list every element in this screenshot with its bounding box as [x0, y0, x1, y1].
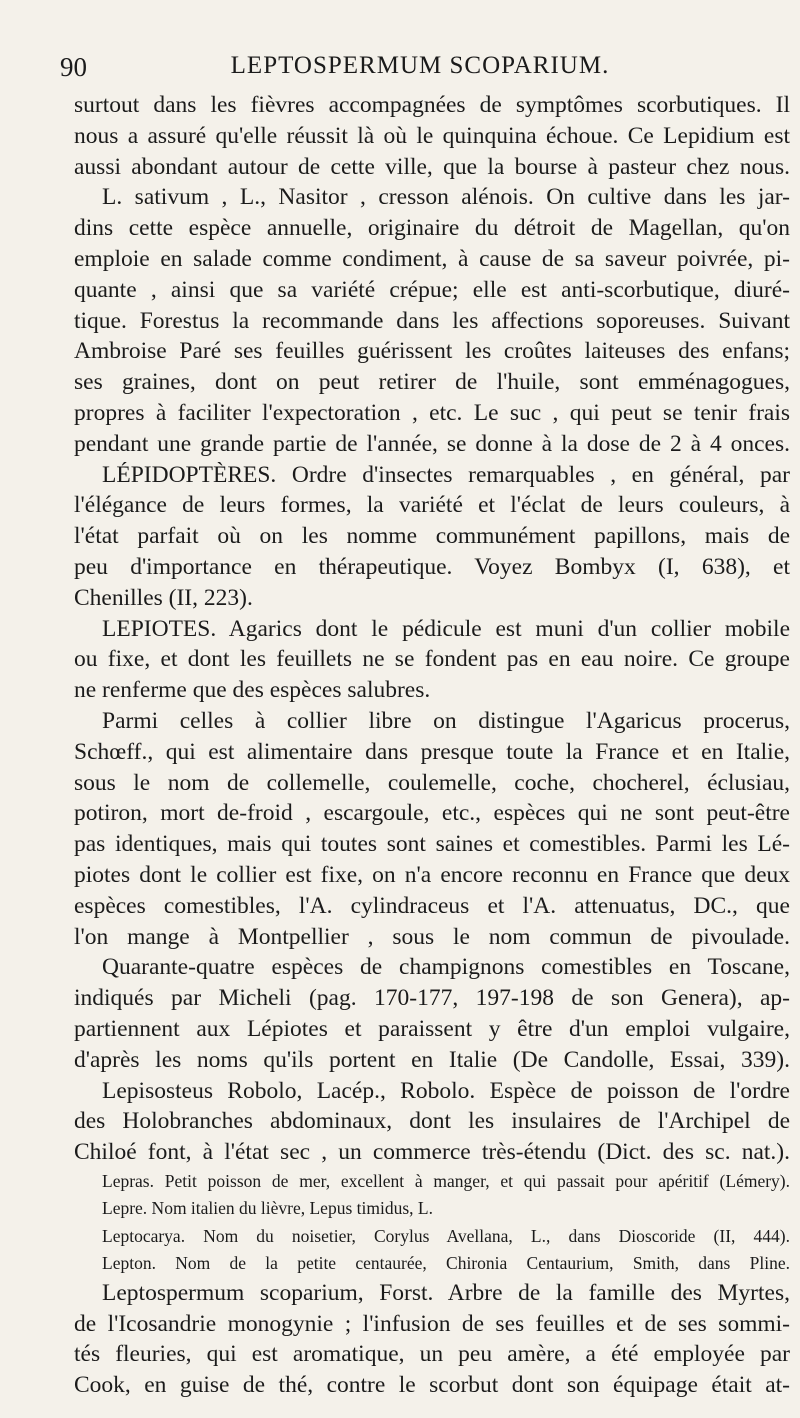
text-line: ne renferme que des espèces salubres. — [74, 677, 431, 704]
text-line: peu d'importance en thérapeutique. Voyez Bombyx (I, 638), et — [74, 553, 790, 580]
text-line: l'on mange à Montpellier , sous le nom commun de pivoulade. — [74, 923, 790, 950]
text-line: tique. Forestus la recommande dans les affections soporeuses. Suivant — [74, 307, 790, 334]
page-header — [60, 50, 780, 86]
entry-heading-line: Leptospermum scoparium, Forst. Arbre de la famille des Myrtes, — [102, 1279, 790, 1306]
text-line: Schœff., qui est alimentaire dans presque toute la France et en Italie, — [74, 738, 790, 765]
text-line: Chiloé font, à l'état sec , un commerce très-étendu (Dict. des sc. nat.). — [74, 1139, 790, 1166]
text-line: l'élégance de leurs formes, la variété et l'éclat de leurs couleurs, à — [74, 492, 790, 519]
text-line: Ambroise Paré ses feuilles guérissent les croûtes laiteuses des enfans; — [74, 338, 790, 365]
entry-heading-line: LEPIOTES. Agarics dont le pédicule est muni d'un collier mobile — [102, 615, 790, 642]
text-line: L. sativum , L., Nasitor , cresson alénois. On cultive dans les jar- — [102, 184, 790, 211]
small-entry-line: Lepras. Petit poisson de mer, excellent à manger, et qui passait pour apéritif (Lémery). — [102, 1170, 790, 1191]
text-line: Chenilles (II, 223). — [74, 584, 253, 611]
text-line: aussi abondant autour de cette ville, que la bourse à pasteur chez nous. — [74, 153, 790, 180]
text-line: nous a assuré qu'elle réussit là où le quinquina échoue. Ce Lepidium est — [74, 122, 790, 149]
text-line: propres à faciliter l'expectoration , etc. Le suc , qui peut se tenir frais — [74, 399, 790, 426]
text-line: pas identiques, mais qui toutes sont saines et comestibles. Parmi les Lé- — [74, 831, 790, 858]
text-line: potiron, mort de-froid , escargoule, etc., espèces qui ne sont peut-être — [74, 800, 790, 827]
text-line: sous le nom de collemelle, coulemelle, coche, chocherel, éclusiau, — [74, 769, 790, 796]
small-entry-line: Lepton. Nom de la petite centaurée, Chironia Centaurium, Smith, dans Pline. — [102, 1253, 790, 1274]
small-entry-line: Leptocarya. Nom du noisetier, Corylus Avellana, L., dans Dioscoride (II, 444). — [102, 1225, 790, 1246]
text-line: emploie en salade comme condiment, à cause de sa saveur poivrée, pi- — [74, 245, 790, 272]
text-line: d'après les noms qu'ils portent en Italie (De Candolle, Essai, 339). — [74, 1046, 790, 1073]
text-line: Parmi celles à collier libre on distingue l'Agaricus procerus, — [102, 707, 790, 734]
text-line: dins cette espèce annuelle, originaire du détroit de Magellan, qu'on — [74, 215, 790, 242]
text-line: ou fixe, et dont les feuillets ne se fondent pas en eau noire. Ce groupe — [74, 646, 790, 673]
text-line: pendant une grande partie de l'année, se donne à la dose de 2 à 4 onces. — [74, 430, 790, 457]
text-line: l'état parfait où on les nomme communément papillons, mais de — [74, 523, 790, 550]
text-line: de l'Icosandrie monogynie ; l'infusion de ses feuilles et de ses sommi- — [74, 1310, 790, 1337]
text-line: quante , ainsi que sa variété crépue; elle est anti-scorbutique, diuré- — [74, 276, 790, 303]
text-body — [74, 90, 790, 1401]
text-line: surtout dans les fièvres accompagnées de symptômes scorbutiques. Il — [74, 92, 790, 118]
small-entry-line: Lepre. Nom italien du lièvre, Lepus timidus, L. — [102, 1198, 433, 1219]
text-line: Cook, en guise de thé, contre le scorbut dont son équipage était at- — [74, 1372, 790, 1399]
text-line: partiennent aux Lépiotes et paraissent y être d'un emploi vulgaire, — [74, 1015, 790, 1042]
running-title: LEPTOSPERMUM SCOPARIUM. — [230, 52, 610, 79]
entry-heading-line: Lepisosteus Robolo, Lacép., Robolo. Espèce de poisson de l'ordre — [102, 1077, 790, 1104]
page-number: 90 — [60, 52, 87, 82]
text-line: piotes dont le collier est fixe, on n'a encore reconnu en France que deux — [74, 861, 790, 888]
text-line: espèces comestibles, l'A. cylindraceus et l'A. attenuatus, DC., que — [74, 892, 790, 919]
text-line: indiqués par Micheli (pag. 170-177, 197-198 de son Genera), ap- — [74, 985, 790, 1012]
text-line: tés fleuries, qui est aromatique, un peu amère, a été employée par — [74, 1341, 790, 1368]
entry-heading-line: LÉPIDOPTÈRES. Ordre d'insectes remarquables , en général, par — [102, 461, 790, 488]
text-line: Quarante-quatre espèces de champignons comestibles en Toscane, — [102, 954, 790, 981]
text-line: des Holobranches abdominaux, dont les insulaires de l'Archipel de — [74, 1108, 790, 1135]
text-line: ses graines, dont on peut retirer de l'huile, sont emménagogues, — [74, 369, 790, 396]
